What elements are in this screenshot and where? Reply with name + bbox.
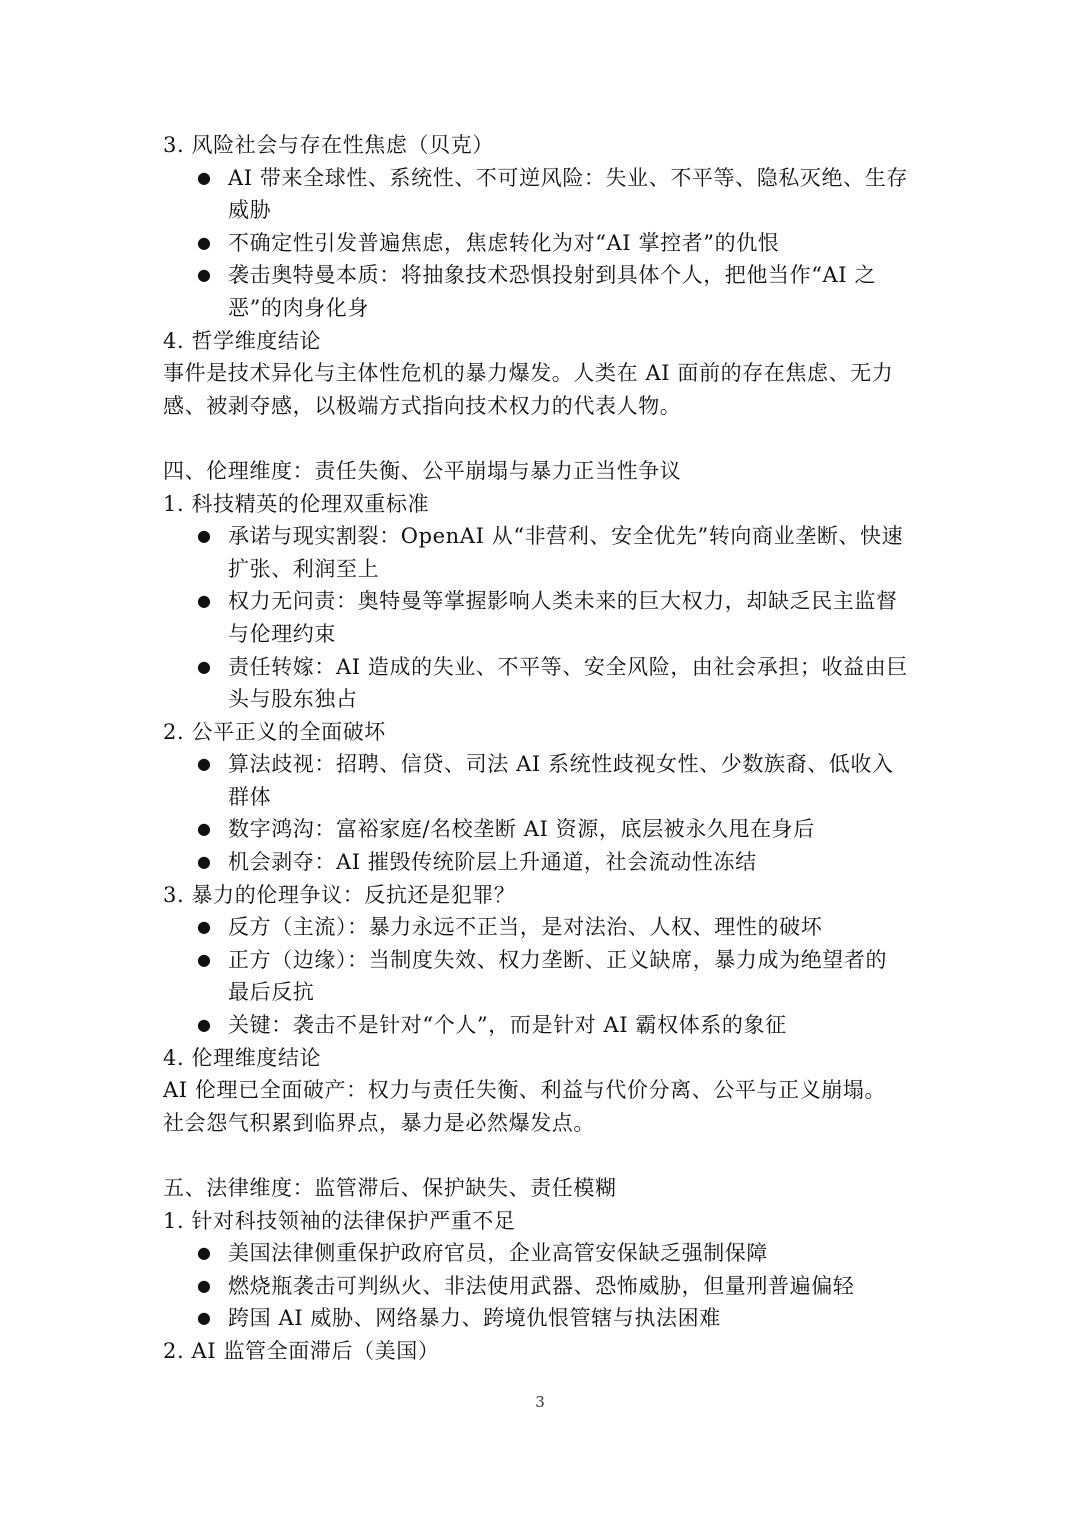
list-item-text: 承诺与现实割裂：OpenAI 从“非营利、安全优先”转向商业垄断、快速 — [228, 524, 904, 549]
bullet-icon: ● — [197, 167, 212, 187]
list-item — [163, 1009, 923, 1042]
list-item — [163, 1270, 923, 1303]
list-item-text: AI 带来全球性、系统性、不可逆风险：失业、不平等、隐私灭绝、生存 — [228, 165, 908, 190]
section-heading: 1. 针对科技领袖的法律保护严重不足 — [163, 1208, 516, 1233]
paragraph-line: AI 伦理已全面破产：权力与责任失衡、利益与代价分离、公平与正义崩塌。 — [163, 1078, 887, 1103]
list-item-text: 正方（边缘）：当制度失效、权力垄断、正义缺席，暴力成为绝望者的 — [228, 947, 888, 972]
list-item-text: 机会剥夺：AI 摧毁传统阶层上升通道，社会流动性冻结 — [228, 850, 757, 875]
list-item — [163, 162, 923, 227]
list-item — [163, 227, 923, 260]
list-item-text: 算法歧视：招聘、信贷、司法 AI 系统性歧视女性、少数族裔、低收入 — [228, 752, 894, 777]
list-item-text: 跨国 AI 威胁、网络暴力、跨境仇恨管辖与执法困难 — [228, 1306, 721, 1331]
list-item — [163, 748, 923, 813]
list-item — [163, 911, 923, 944]
bullet-icon: ● — [197, 232, 212, 252]
list-item-text: 群体 — [228, 784, 272, 809]
list-item-text: 与伦理约束 — [228, 621, 336, 646]
list-item-text: 关键：袭击不是针对“个人”，而是针对 AI 霸权体系的象征 — [228, 1013, 787, 1038]
bullet-icon: ● — [197, 1243, 212, 1263]
section-heading: 4. 哲学维度结论 — [163, 328, 322, 353]
list-item-text: 反方（主流）：暴力永远不正当，是对法治、人权、理性的破坏 — [228, 915, 823, 940]
section-heading: 3. 暴力的伦理争议：反抗还是犯罪？ — [163, 882, 516, 907]
section-heading: 1. 科技精英的伦理双重标准 — [163, 491, 430, 516]
list-item-text: 扩张、利润至上 — [228, 556, 380, 581]
bullet-icon: ● — [197, 949, 212, 969]
list-item — [163, 1237, 923, 1270]
list-item-text: 最后反抗 — [228, 980, 315, 1005]
bullet-icon: ● — [197, 819, 212, 839]
list-item — [163, 259, 923, 324]
bullet-icon: ● — [197, 591, 212, 611]
page-content — [163, 129, 923, 1368]
list-item-text: 权力无问责：奥特曼等掌握影响人类未来的巨大权力，却缺乏民主监督 — [228, 589, 898, 614]
list-item-text: 不确定性引发普遍焦虑，焦虑转化为对“AI 掌控者”的仇恨 — [228, 230, 780, 255]
list-item-text: 责任转嫁：AI 造成的失业、不平等、安全风险，由社会承担；收益由巨 — [228, 654, 908, 679]
list-item — [163, 846, 923, 879]
paragraph-line: 事件是技术异化与主体性危机的暴力爆发。人类在 AI 面前的存在焦虑、无力 — [163, 361, 894, 386]
list-item-text: 恶”的肉身化身 — [228, 295, 369, 320]
bullet-icon: ● — [197, 265, 212, 285]
list-item — [163, 813, 923, 846]
bullet-icon: ● — [197, 917, 212, 937]
part-title: 四、伦理维度：责任失衡、公平崩塌与暴力正当性争议 — [163, 458, 682, 483]
bullet-icon: ● — [197, 1275, 212, 1295]
list-item-text: 美国法律侧重保护政府官员，企业高管安保缺乏强制保障 — [228, 1241, 768, 1266]
section-heading: 2. 公平正义的全面破坏 — [163, 719, 386, 744]
list-item — [163, 1302, 923, 1335]
list-item-text: 燃烧瓶袭击可判纵火、非法使用武器、恐怖威胁，但量刑普遍偏轻 — [228, 1273, 855, 1298]
bullet-icon: ● — [197, 656, 212, 676]
bullet-icon: ● — [197, 754, 212, 774]
list-item-text: 袭击奥特曼本质：将抽象技术恐惧投射到具体个人，把他当作“AI 之 — [228, 263, 877, 288]
page-number: 3 — [535, 1393, 545, 1411]
bullet-icon: ● — [197, 1015, 212, 1035]
bullet-icon: ● — [197, 1308, 212, 1328]
list-item — [163, 520, 923, 585]
list-item-text: 头与股东独占 — [228, 687, 358, 712]
spacer — [163, 1139, 923, 1172]
section-heading: 2. AI 监管全面滞后（美国） — [163, 1338, 440, 1363]
section-heading: 3. 风险社会与存在性焦虑（贝克） — [163, 133, 494, 157]
part-title: 五、法律维度：监管滞后、保护缺失、责任模糊 — [163, 1176, 617, 1200]
bullet-icon: ● — [197, 852, 212, 872]
list-item-text: 数字鸿沟：富裕家庭/名校垄断 AI 资源，底层被永久甩在身后 — [228, 817, 815, 842]
spacer — [163, 422, 923, 455]
section-heading: 4. 伦理维度结论 — [163, 1045, 322, 1070]
list-item — [163, 944, 923, 1009]
paragraph-line: 社会怨气积累到临界点，暴力是必然爆发点。 — [163, 1110, 595, 1135]
bullet-icon: ● — [197, 526, 212, 546]
list-item — [163, 651, 923, 716]
list-item-text: 威胁 — [228, 198, 272, 223]
paragraph-line: 感、被剥夺感，以极端方式指向技术权力的代表人物。 — [163, 393, 682, 418]
list-item — [163, 585, 923, 650]
